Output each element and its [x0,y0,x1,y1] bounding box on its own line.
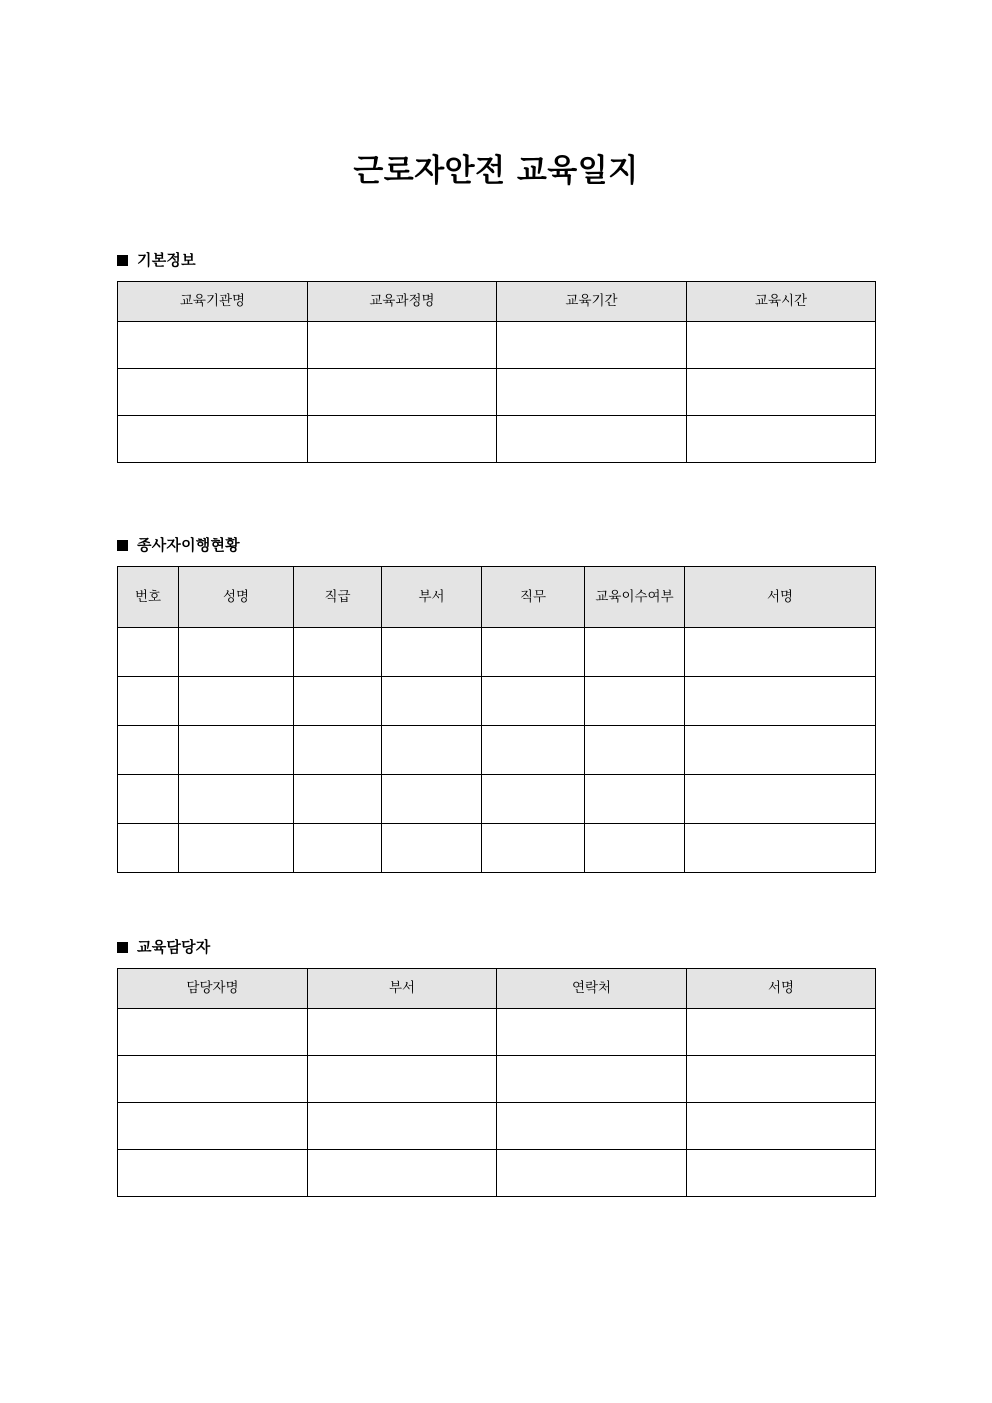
table-cell[interactable] [382,726,482,775]
table-cell[interactable] [179,824,294,873]
table-cell[interactable] [687,1009,876,1056]
table-cell[interactable] [308,1103,497,1150]
table-cell[interactable] [118,824,179,873]
table-cell[interactable] [118,369,308,416]
column-header: 직급 [294,567,382,628]
table-cell[interactable] [482,677,585,726]
section-heading-label: 교육담당자 [137,938,211,956]
table-cell[interactable] [585,628,685,677]
table-cell[interactable] [118,322,308,369]
table-cell[interactable] [585,775,685,824]
table-cell[interactable] [585,726,685,775]
column-header: 교육시간 [687,282,876,322]
table-cell[interactable] [497,416,687,463]
table-cell[interactable] [308,369,497,416]
table-cell[interactable] [497,1056,687,1103]
table-cell[interactable] [308,1056,497,1103]
table-cell[interactable] [685,726,876,775]
table-header-row [118,282,876,322]
table-header-row [118,969,876,1009]
section-worker-status [117,536,875,873]
table-cell[interactable] [685,628,876,677]
table-cell[interactable] [482,628,585,677]
section-heading-worker-status [117,536,875,554]
table-cell[interactable] [685,824,876,873]
table-cell[interactable] [497,369,687,416]
table-row [118,416,876,463]
basic-info-table [117,281,876,463]
table-cell[interactable] [118,1056,308,1103]
table-cell[interactable] [179,628,294,677]
table-cell[interactable] [118,416,308,463]
table-cell[interactable] [687,322,876,369]
column-header: 부서 [382,567,482,628]
table-cell[interactable] [482,726,585,775]
table-row [118,726,876,775]
table-cell[interactable] [179,726,294,775]
column-header: 서명 [687,969,876,1009]
table-cell[interactable] [179,677,294,726]
column-header: 교육기간 [497,282,687,322]
table-cell[interactable] [118,775,179,824]
table-cell[interactable] [687,1150,876,1197]
table-cell[interactable] [118,628,179,677]
manager-table [117,968,876,1197]
section-heading-manager [117,938,875,956]
table-cell[interactable] [685,677,876,726]
column-header: 교육이수여부 [585,567,685,628]
section-heading-basic-info [117,251,875,269]
table-row [118,1056,876,1103]
section-heading-label: 종사자이행현황 [137,536,240,554]
table-cell[interactable] [118,1009,308,1056]
column-header: 직무 [482,567,585,628]
table-cell[interactable] [308,1009,497,1056]
table-row [118,677,876,726]
table-cell[interactable] [118,726,179,775]
table-cell[interactable] [585,824,685,873]
table-row [118,1150,876,1197]
table-header-row [118,567,876,628]
table-row [118,1103,876,1150]
table-cell[interactable] [179,775,294,824]
manager-tbody [118,1009,876,1197]
table-cell[interactable] [497,322,687,369]
column-header: 번호 [118,567,179,628]
section-heading-label: 기본정보 [137,251,196,269]
square-bullet-icon [117,942,128,953]
column-header: 담당자명 [118,969,308,1009]
worker-status-thead [118,567,876,628]
table-cell[interactable] [382,677,482,726]
worker-status-table [117,566,876,873]
table-cell[interactable] [687,1056,876,1103]
table-cell[interactable] [118,677,179,726]
table-row [118,369,876,416]
column-header: 교육과정명 [308,282,497,322]
basic-info-tbody [118,322,876,463]
table-cell[interactable] [382,628,482,677]
section-basic-info [117,251,875,463]
table-cell[interactable] [308,1150,497,1197]
table-cell[interactable] [497,1150,687,1197]
table-cell[interactable] [497,1009,687,1056]
table-cell[interactable] [382,824,482,873]
table-row [118,824,876,873]
worker-status-tbody [118,628,876,873]
square-bullet-icon [117,255,128,266]
table-cell[interactable] [294,726,382,775]
table-cell[interactable] [687,369,876,416]
table-cell[interactable] [294,775,382,824]
table-cell[interactable] [308,322,497,369]
table-cell[interactable] [685,775,876,824]
section-manager [117,938,875,1197]
table-row [118,775,876,824]
column-header: 부서 [308,969,497,1009]
table-cell[interactable] [482,824,585,873]
column-header: 연락처 [497,969,687,1009]
table-cell[interactable] [118,1150,308,1197]
table-cell[interactable] [294,628,382,677]
table-cell[interactable] [118,1103,308,1150]
basic-info-thead [118,282,876,322]
table-cell[interactable] [382,775,482,824]
column-header: 교육기관명 [118,282,308,322]
table-cell[interactable] [497,1103,687,1150]
page-title: 근로자안전 교육일지 [353,152,639,189]
table-row [118,322,876,369]
square-bullet-icon [117,540,128,551]
table-cell[interactable] [294,824,382,873]
column-header: 성명 [179,567,294,628]
table-cell[interactable] [294,677,382,726]
table-cell[interactable] [308,416,497,463]
table-row [118,628,876,677]
table-cell[interactable] [687,416,876,463]
table-cell[interactable] [482,775,585,824]
manager-thead [118,969,876,1009]
table-cell[interactable] [585,677,685,726]
column-header: 서명 [685,567,876,628]
table-row [118,1009,876,1056]
table-cell[interactable] [687,1103,876,1150]
